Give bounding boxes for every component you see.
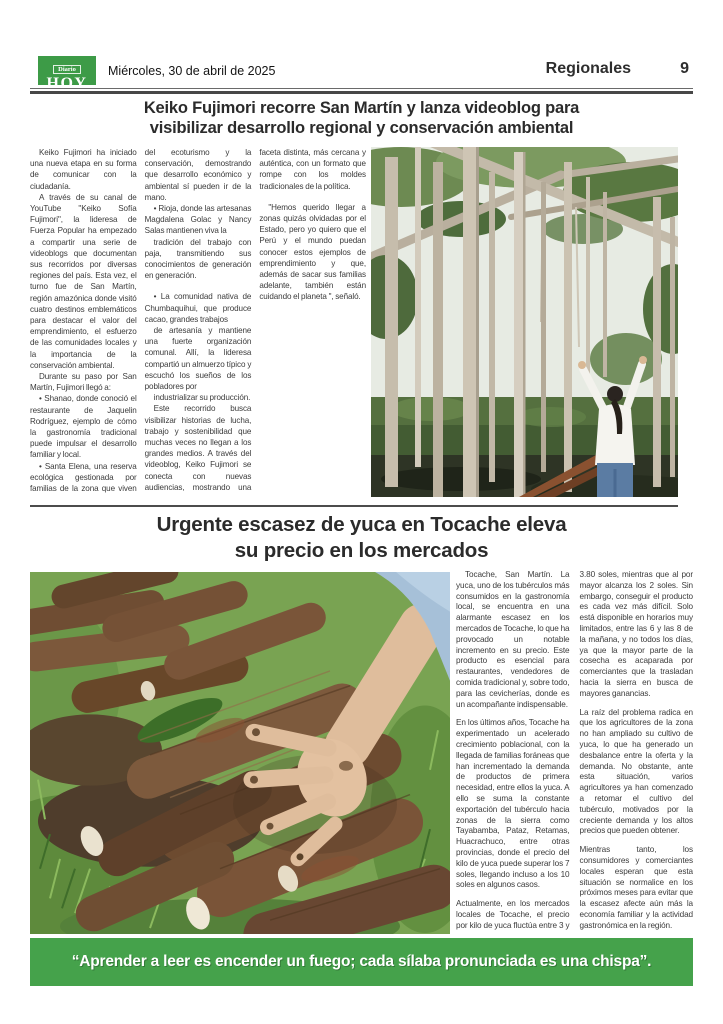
article2-headline-line1: Urgente escasez de yuca en Tocache eleva <box>156 513 567 536</box>
paragraph: En los últimos años, Tocache ha experimentado un acelerado crecimiento poblacional, con la llegada de familias foráneas que han incrementado la demanda de productos de primera necesidad, entre ellos la yuca. A ello se suma la constante exportación del tubérculo hacia zonas de la sierra como Tayabamba, Pataz, Retamas, Huacrachuco, entre otras provincias, donde el precio del kilo de yuca puede superar los 7 soles, llegando incluso a los 10 soles en algunos casos. <box>456 718 570 890</box>
paragraph: industrializar su producción. <box>153 393 251 403</box>
article2-body <box>456 570 693 932</box>
article1-headline-line2: visibilizar desarrollo regional y conservación ambiental <box>149 119 574 137</box>
logo-top-label: Diario <box>53 65 81 74</box>
article1-body <box>30 147 366 499</box>
paragraph: • Shanao, donde conoció el restaurante de Jaquelin Rodríguez, ejemplo de cómo la gastronomía tradicional puede impulsar el desarrollo familiar y local. <box>30 394 137 460</box>
quote-text: “Aprender a leer es encender un fuego; cada sílaba pronunciada es una chispa”. <box>71 953 652 970</box>
paragraph: de artesanía y mantiene una fuerte organización comunal. Allí, la lideresa compartió un almuerzo típico y escuchó los sueños de los pobladores por <box>144 326 252 392</box>
paragraph: Este recorrido busca visibilizar historias de lucha, trabajo y sostenibilidad que muchas veces no llegan a los grandes medios. A través del videoblog, Keiko Fujimori se conecta con nuevas audiencias, mostrando una faceta distinta, más cercana y auténtica, con un formato que rompe con los moldes tradicionales de la política. <box>144 148 366 492</box>
section-divider-rule <box>30 505 678 507</box>
paragraph: Tocache, San Martín. La yuca, uno de los tubérculos más consumidos en la gastronomía local, se encuentra en una alarmante escasez en los mercados de Tocache, lo que ha provocado un notable incremento en su precio. Este producto es esencial para restaurantes, vendedores de comida tradicional y, sobre todo, para las cevicherías, donde es un acompañante indispensable. <box>456 570 570 709</box>
paragraph: • Rioja, donde las artesanas Magdalena Golac y Nancy Salas mantienen viva la <box>144 204 252 236</box>
article2-headline-line2: su precio en los mercados <box>234 539 489 562</box>
forest-photo <box>371 147 678 497</box>
paragraph: • Santa Elena, una reserva ecológica gestionada por familias de la zona que viven del ecoturismo y la conservación, demostrando que desarrollo económico y ambiental sí pueden ir de la mano. <box>30 148 252 494</box>
paragraph: Actualmente, en los mercados locales de Tocache, el precio por kilo de yuca fluctúa entre 3 y 3.80 soles, mientras que al por mayor alcanza los 2 soles. Sin embargo, conseguir el producto es cada vez más difícil. Solo está disponible en horarios muy limitados, entre las 6 y las 8 de la mañana, y no todos los días, ya que la mayor parte de la cosecha es acaparada por comerciantes que la trasladan hacia la sierra en busca de mayores ganancias. <box>456 570 693 930</box>
article2-headline <box>30 512 693 564</box>
paragraph: A través de su canal de YouTube "Keiko Sofía Fujimori", la lideresa de Fuerza Popular ha empezado a compartir una serie de videoblogs que documentan sus recorridos por diversas regiones del país. Esta vez, el turno fue de San Martín, región amazónica donde visitó cuatro destinos emblemáticos para destacar el valor del emprendimiento, el esfuerzo de las comunidades locales y la importancia de la conservación ambiental. <box>30 192 137 370</box>
paragraph: La raíz del problema radica en que los agricultores de la zona no han ampliado su cultivo de yuca, lo que ha generado un desbalance entre la oferta y la demanda. No obstante, ante esta situación, varios agricultores ya han comenzado a retomar el cultivo del tubérculo, motivados por la creciente demanda y los altos precios que pueden obtener. <box>579 707 693 836</box>
section-title: Regionales <box>545 60 631 77</box>
page-number: 9 <box>680 60 689 77</box>
diario-hoy-logo <box>38 56 96 92</box>
article1-headline-line1: Keiko Fujimori recorre San Martín y lanza videoblog para <box>143 99 580 117</box>
paragraph: • La comunidad nativa de Chumbaquihui, que produce cacao, grandes trabajos <box>144 292 252 324</box>
yuca-photo-illustration <box>30 572 450 934</box>
masthead-rule <box>30 88 693 94</box>
paragraph: tradición del trabajo con paja, transmitiendo sus conocimientos de generación en generación. <box>144 237 252 281</box>
paragraph: "Hemos querido llegar a zonas quizás olvidadas por el Estado, pero yo quiero que el Perú y el mundo puedan conocer estos ejemplos de emprendimiento y que, además de sacar sus familias adelante, también están cuidando el planeta ", señaló. <box>259 202 366 302</box>
edition-date: Miércoles, 30 de abril de 2025 <box>108 64 276 78</box>
masthead <box>30 55 693 92</box>
logo-main-label: HOY <box>46 75 88 92</box>
article1-headline <box>30 98 693 138</box>
yuca-photo <box>30 572 450 934</box>
paragraph: Durante su paso por San Martín, Fujimori llegó a: <box>30 372 137 393</box>
quote-banner <box>30 938 693 986</box>
paragraph: Keiko Fujimori ha iniciado una nueva etapa en su forma de comunicar con la ciudadanía. <box>30 148 137 191</box>
paragraph: Mientras tanto, los consumidores y comerciantes locales esperan que esta situación se normalice en los próximos meses para evitar que la escasez afecte aún más la economía familiar y la actividad gastronómica en la región. <box>579 845 693 930</box>
forest-photo-illustration <box>371 147 678 497</box>
